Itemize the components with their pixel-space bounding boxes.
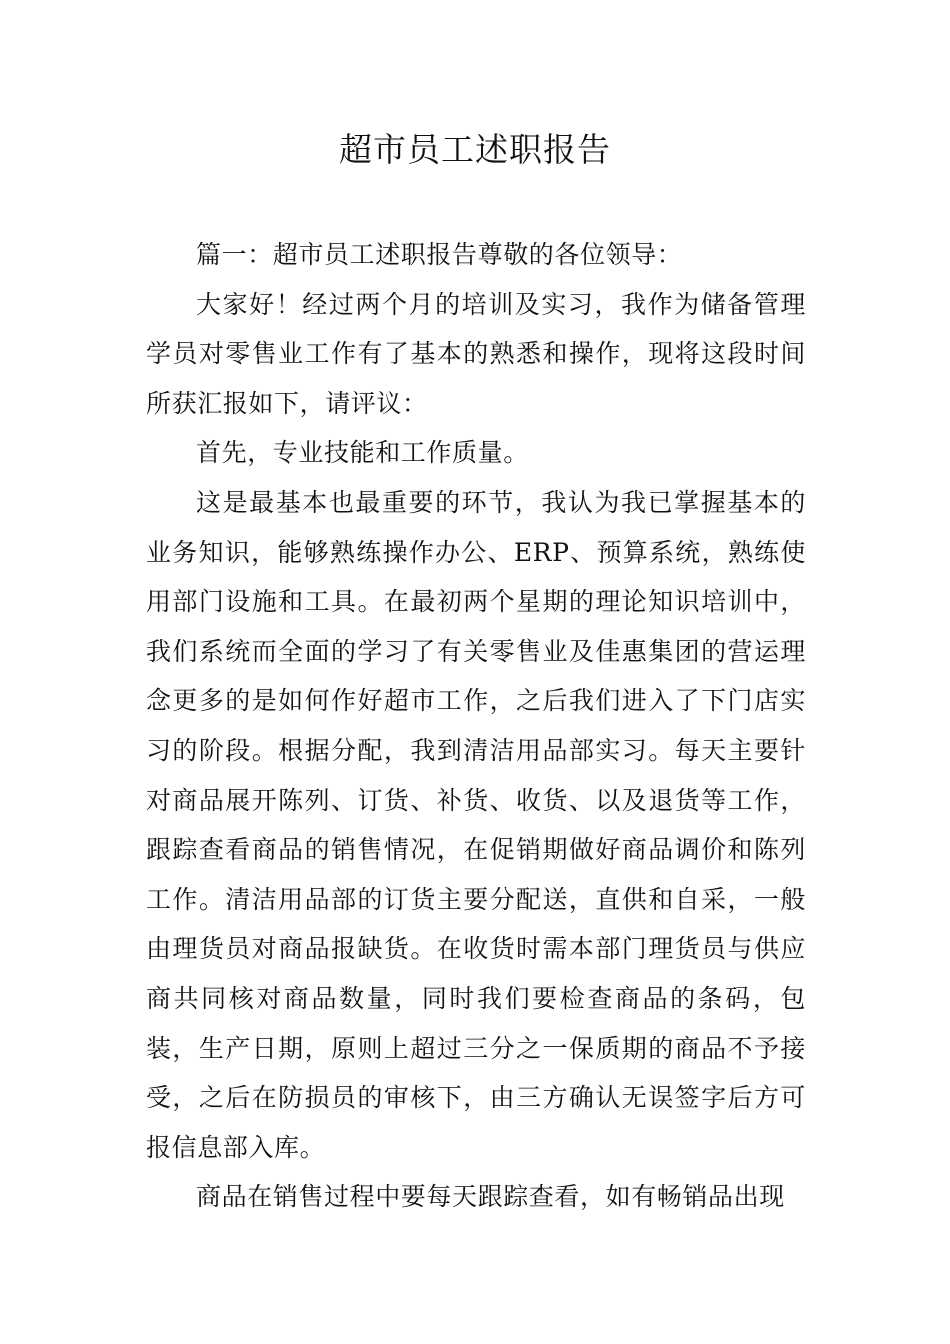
paragraph-greeting: 篇一：超市员工述职报告尊敬的各位领导：	[196, 240, 683, 269]
paragraph-intro: 大家好！经过两个月的培训及实习，我作为储备管理学员对零售业工作有了基本的熟悉和操作，现将这段时间所获汇报如下，请评议：	[146, 289, 806, 418]
paragraph-sales-tracking: 商品在销售过程中要每天跟踪查看，如有畅销品出现	[196, 1182, 785, 1212]
paragraph-section-heading: 首先，专业技能和工作质量。	[196, 438, 529, 468]
document-title: 超市员工述职报告	[339, 130, 611, 169]
paragraph-skills: 这是最基本也最重要的环节，我认为我已掌握基本的业务知识，能够熟练操作办公、ERP、预算系统，熟练使用部门设施和工具。在最初两个星期的理论知识培训中，我们系统而全面的学习了有关零售业及佳惠集团的营运理念更多的是如何作好超市工作，之后我们进入了下门店实习的阶段。根据分配，我到清洁用品部实习。每天主要针对商品展开陈列、订货、补货、收货、以及退货等工作，跟踪查看商品的销售情况，在促销期做好商品调价和陈列工作。清洁用品部的订货主要分配送，直供和自采，一般由理货员对商品报缺货。在收货时需本部门理货员与供应商共同核对商品数量，同时我们要检查商品的条码，包装，生产日期，原则上超过三分之一保质期的商品不予接受，之后在防损员的审核下，由三方确认无误签字后方可报信息部入库。	[146, 487, 806, 1162]
document-body	[146, 230, 806, 1222]
